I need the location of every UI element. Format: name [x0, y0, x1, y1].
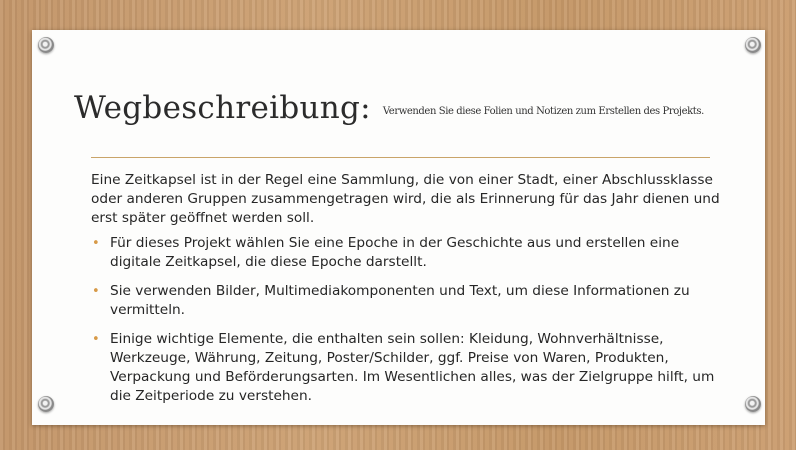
pin-icon — [38, 37, 54, 53]
pin-icon — [745, 37, 761, 53]
intro-paragraph: Eine Zeitkapsel ist in der Regel eine Sammlung, die von einer Stadt, einer Abschlussklasse oder anderen Gruppen zusammengetragen wird, die als Erinnerung für das Jahr dienen und erst später geöffnet werden soll. — [91, 172, 720, 226]
bullet-list — [91, 234, 721, 406]
slide-title: Wegbeschreibung: — [74, 90, 371, 126]
bullet-item — [91, 234, 721, 272]
bullet-text: Einige wichtige Elemente, die enthalten sein sollen: Kleidung, Wohnverhältnisse, Werkzeuge, Währung, Zeitung, Poster/Schilder, ggf. Preise von Waren, Produkten, Verpackung und Beförderungsarten. Im Wesentlichen alles, was der Zielgruppe hilft, um die Zeitperiode zu verstehen. — [110, 331, 715, 404]
pin-icon — [38, 396, 54, 412]
bullet-text: Für dieses Projekt wählen Sie eine Epoche in der Geschichte aus und erstellen eine digitale Zeitkapsel, die diese Epoche darstellt. — [110, 235, 680, 270]
slide-subtitle: Verwenden Sie diese Folien und Notizen zum Erstellen des Projekts. — [382, 106, 704, 117]
bullet-icon: • — [92, 284, 100, 299]
bullet-item — [91, 282, 721, 320]
pin-icon — [745, 396, 761, 412]
bullet-text: Sie verwenden Bilder, Multimediakomponenten und Text, um diese Informationen zu vermitteln. — [110, 283, 690, 318]
slide-body — [91, 171, 721, 416]
bullet-icon: • — [92, 236, 100, 251]
slide-title-row — [74, 90, 764, 130]
bullet-item — [91, 330, 721, 406]
bullet-icon: • — [92, 332, 100, 347]
title-divider — [91, 157, 710, 158]
